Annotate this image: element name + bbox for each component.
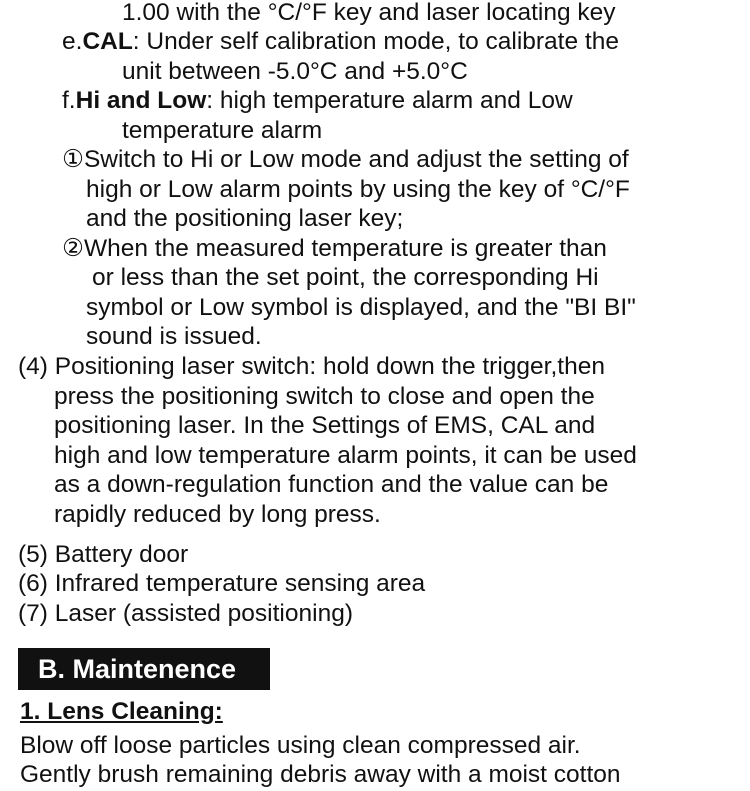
lens-cleaning-subheading: 1. Lens Cleaning:: [20, 698, 223, 725]
item-f-term: Hi and Low: [75, 87, 207, 114]
item-7-line: (7) Laser (assisted positioning): [18, 600, 353, 627]
section-e-tail-line: 1.00 with the °C/°F key and laser locating key: [122, 0, 616, 26]
item-e-desc: : Under self calibration mode, to calibrate the: [132, 28, 619, 55]
cleaning-text-line: Blow off loose particles using clean compressed air.: [20, 732, 581, 759]
item-4-line: high and low temperature alarm points, it can be used: [54, 442, 637, 469]
item-f-line: [62, 86, 573, 115]
item-f-continuation: temperature alarm: [122, 117, 323, 144]
step-2-line: ②When the measured temperature is greater than: [62, 235, 607, 262]
item-4-line: rapidly reduced by long press.: [54, 501, 381, 528]
step-1-line: and the positioning laser key;: [86, 205, 404, 232]
cleaning-text-line: Gently brush remaining debris away with a moist cotton: [20, 761, 621, 788]
item-f-prefix: f.: [62, 87, 76, 114]
item-e-line: [62, 27, 619, 56]
item-e-prefix: e.: [62, 28, 83, 55]
item-4-line: as a down-regulation function and the value can be: [54, 471, 609, 498]
item-6-line: (6) Infrared temperature sensing area: [18, 570, 426, 597]
step-1-line: ①Switch to Hi or Low mode and adjust the setting of: [62, 146, 629, 173]
step-2-line: or less than the set point, the corresponding Hi: [92, 264, 599, 291]
item-f-desc: : high temperature alarm and Low: [206, 87, 573, 114]
step-1-line: high or Low alarm points by using the key of °C/°F: [86, 176, 630, 203]
step-2-line: sound is issued.: [86, 323, 262, 350]
item-5-line: (5) Battery door: [18, 541, 189, 568]
item-4-line: (4) Positioning laser switch: hold down the trigger,then: [18, 353, 605, 380]
item-e-continuation: unit between -5.0°C and +5.0°C: [122, 58, 468, 85]
item-e-term: CAL: [82, 28, 133, 55]
item-4-line: press the positioning switch to close and open the: [54, 383, 595, 410]
step-2-line: symbol or Low symbol is displayed, and the "BI BI": [86, 294, 636, 321]
item-4-line: positioning laser. In the Settings of EMS, CAL and: [54, 412, 596, 439]
section-b-heading: B. Maintenence: [18, 648, 270, 690]
